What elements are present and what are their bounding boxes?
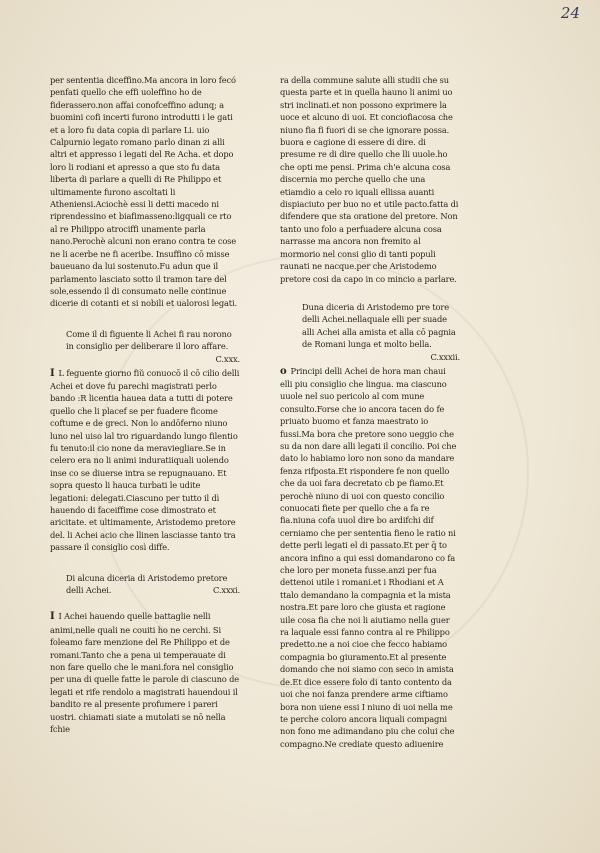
paragraph-text: I Achei hauendo quelle battaglie nelli animi,nelle quali ne couiti ho ne cerchi. Si foleamo fare menzione del Re Philippo et de romani.Tanto che a pena ui temperauate di non fare quello che le mani.fora nel consiglio per una di quelle fatte le parole di ciascuno de legati et rife rendolo a magistrati hauendoui il bandito re al presente profumere i pareri uostri. chiamati siate a mutolati se nō nella fchie: [50, 611, 240, 735]
chapter-heading-text: Di alcuna diceria di Aristodemo pretore delli Achei.: [66, 572, 228, 596]
paragraph-text: Principi delli Achei de hora man chaui elli piu consiglio che lingua. ma ciascuno uuole nel suo pericolo al com mune consulto.Forse che io ancora tacen do fe priuato buomo et fanza maestrato io fussi.Ma bora che pretore sono ueggio che su da non dare alli legati il concilio. Poi che dato lo habiamo loro non sono da mandare fenza rifposta.Et rispondere fe non quello che da uoi fara decretato cb pe fiamo.Et perochè niuno di uoi con questo concilio conuocati fiete per quello che a fa re fia.niuna cofa uuol dire bo ardifchi dif cerniamo che per sententia fieno le ratio ni dette perli legati el di passato.Et per q̄ to ancora infino a qui essi domandarono co fa che loro per moneta fusse.anzi per fua dettenoi utile i romani.et i Rhodiani et A ttalo demandano la compagnia et la mista nostra.Et pare loro che giusta et ragione uile cosa fia che noi li aiutiamo nella guer ra laquale essi fanno contra al re Philippo predetto.ne a noi cioe che fecco habiamo compagnia bo giuramento.Et al presente domando che noi siamo con seco in amista de.Et dice essere folo di tanto contento da uoi che noi fanza prendere arme ciftiamo bora non uiene essi I niuno di uoi nella me te perche coloro ancora liquali compagni non fono me adimandano piu che colui che compagno.Ne crediate questo adiuenire: [280, 365, 457, 749]
chapter-heading-xxxi: [50, 572, 240, 597]
initial-letter: I: [50, 611, 55, 623]
chapter-heading-text: Come il di figuente li Achei fi rau norono in consiglio per deliberare il loro affare.: [66, 328, 232, 352]
chapter-number: C.xxxii.: [430, 351, 460, 362]
chapter-number: C.xxxi.: [213, 585, 240, 596]
paragraph-text: L feguente giorno fiŭ conuocō il cō cilio delli Achei et dove fu parechi magistrati perlo bando :R licentia hauea data a tutti di potere quello che li placef se per fuadere ficome coftume e de greci. Non lo andōferno niuno luno nel uiso lal tro riguardando lungo filentio fu tenuto:il cio none da meraviegliare.Se in celero era no li animi induratiiquali uolendo inse co se diuerse intra se repugnauano. Et sopra questo li hauca turbati le udite legationi: delegati.Ciascuno per tutto il dì hauendo di faceiffime cose dimostrato et aricitate. et ultimamente, Aristodemo pretore del. li Achei acio che llinen lasciasse tanto tra passare il consiglio così diffe.: [50, 367, 240, 553]
left-paragraph-1: per sententia diceffino.Ma ancora in loro fecó penfati quello che effi uoleffino ho de fiderassero.non affai conofceffino adunq; a buomini cofi incerti furono introdutti i le gati et a loro fu data copia di parlare Li. uio Calpurnio legato romano parlo dinan zi alli altri et appresso i legati del Re Acha. et dopo loro li rodiani et apresso a que sto fu data liberta di parlare a quelli di Re Philippo et ultimamente furono ascoltati li Atheniensi.Aciochè essi li detti macedo ni riprendessino et biafimasseno:ligquali ce rto al re Philippo atrociffi unamente parla nano.Perochè alcuni non erano contra te cose ne li acerbe ne fi aceribe. Insuffino cō misse baueuano da lui sostenuto.Fu adun que il parlamento lasciato sotto il tramon tare del sole,essendo il di consumato nelle continue dicerie di cotanti et si nobili et ualorosi legati.: [50, 75, 237, 309]
chapter-heading-text: Duna diceria di Aristodemo pre tore delli Achei.nellaquale elli per suade alli Achei alla amista et alla cō pagnia de Romani lunga et molto bella.: [302, 301, 456, 350]
left-paragraph-2: [50, 367, 240, 554]
right-paragraph-1: ra della commune salute alli studii che su questa parte et in quella hauno li animi uo stri inclinati.et non possono exprimere la uoce et alcuno di uoi. Et conciofiacosa che niuno fia fi fuori di se che ignorare possa. buora e cagione di essere di dire. di presume re di dire quello che lli uuole.ho che opti me pensi. Prima ch'e alcuna cosa discernia mo perche quello che una etiamdio a celo ro iquali ellissa auanti dispiaciuto per buo no et utile pacto.fatta di difendere que sta oratione del pretore. Non tanto uno folo a perfuadere alcuna cosa narrasse ma ancora non fremito al mormorio nel consi glio di tanti populi raunati ne nacque.per che Aristodemo pretore cosi da capo in co mincio a parlare.: [280, 75, 459, 284]
right-paragraph-2: [280, 365, 460, 751]
initial-letter: I: [50, 367, 55, 379]
chapter-heading-xxxii: [286, 301, 460, 362]
chapter-number: C.xxx.: [215, 353, 240, 364]
initial-letter: o: [280, 365, 287, 377]
right-column: [280, 74, 460, 750]
left-paragraph-3: [50, 610, 240, 735]
chapter-heading-xxx: [50, 328, 240, 364]
folio-number: 24: [560, 4, 580, 22]
left-column: [50, 74, 240, 736]
